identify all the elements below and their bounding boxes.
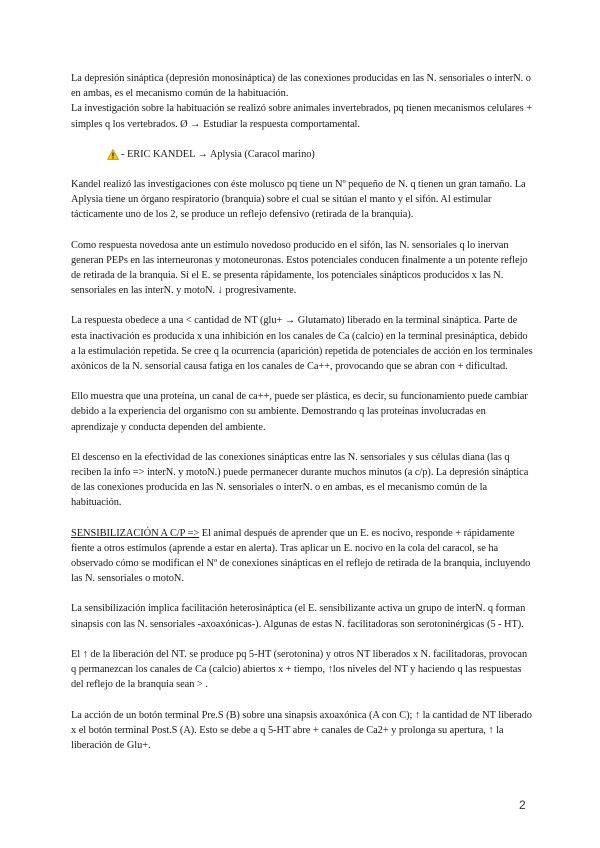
paragraph-sensibilizacion — [71, 526, 533, 587]
paragraph-respuesta-obedece: La respuesta obedece a una < cantidad de NT (glu+ → Glutamato) liberado en la terminal sináptica. Parte de esta inactivación es producida x una inhibición en los canales de Ca (calcio) en la terminal presináptica, debido a la estimulación repetida. Se cree q la ocurrencia (aparición) repetida de potenciales de acción en los terminales axónicos de la N. sensorial causa fatiga en los canales de Ca++, provocando que se abran con + dificultad. — [71, 315, 533, 373]
paragraph-kandel: Kandel realizó las investigaciones con éste molusco pq tiene un Nº pequeño de N. q tienen un gran tamaño. La Aplysia tiene un órgano respiratorio (branquia) sobre el cual se sitúan el manto y el sifón. Al estimular tácticamente uno de los 2, se produce un reflejo defensivo (retirada de la branquia). — [71, 179, 526, 221]
paragraph-facilitacion: La sensibilización implica facilitación heterosináptica (el E. sensibilizante activa un grupo de interN. q forman sinapsis con las N. sensoriales -axoaxónicas-). Algunas de estas N. facilitadoras son serotoninérgicas (5 - HT). — [71, 603, 526, 630]
paragraph-depresion-line-1: La depresión sináptica (depresión monosináptica) de las conexiones producidas en las N. sensoriales o interN. o en ambas, es el mecanismo común de la habituación. — [71, 73, 531, 100]
heading-text: - ERIC KANDEL → Aplysia (Caracol marino) — [121, 148, 315, 160]
paragraph-proteina-plastica: Ello muestra que una proteína, un canal de ca++, puede ser plástica, es decir, su funcionamiento puede cambiar debido a la experiencia del organismo con su ambiente. Demostrando q las proteínas involucradas en aprendizaje y conducta dependen del ambiente. — [71, 391, 528, 433]
paragraph-descenso: El descenso en la efectividad de las conexiones sinápticas entre las N. sensoriales y sus células diana (las q reciben la info => interN. y motoN.) puede permanecer durante muchos minutos (a c/p). La depresión sináptica de las conexiones producida en las N. sensoriales o interN. o en ambas, es el mecanismo común de la habituación. — [71, 451, 529, 509]
warning-icon — [107, 149, 119, 160]
paragraph-boton-terminal: La acción de un botón terminal Pre.S (B) sobre una sinapsis axoaxónica (A con C); ↑ la cantidad de NT liberado x el botón terminal Post.S (A). Esto se debe a q 5-HT abre + canales de Ca2+ y prolonga su apertura, ↑ la liberación de Glu+. — [71, 709, 532, 751]
paragraph-respuesta-novedosa: Como respuesta novedosa ante un estímulo novedoso producido en el sifón, las N. sensoriales q lo inervan generan PEPs en las interneuronas y motoneuronas. Estos potenciales conducen finalmente a un potente reflejo de retirada de la branquia. Si el E. se presenta rápidamente, los potenciales sinápticos producidos x las N. sensoriales en las interN. y motoN. ↓ progresivamente. — [71, 239, 528, 297]
document-body — [71, 71, 533, 753]
section-heading-kandel — [71, 147, 533, 162]
paragraph-depresion-line-2: La investigación sobre la habituación se realizó sobre animales invertebrados, pq tienen mecanismos celulares + simples q los vertebrados. Ø → Estudiar la respuesta comportamental. — [71, 103, 533, 130]
sensibilizacion-label: SENSIBILIZACIÓN A C/P => — [71, 527, 200, 539]
sensibilizacion-text: El animal después de aprender que un E. es nocivo, responde + rápidamente fiente a otros estímulos (aprende a estar en alerta). Tras aplicar un E. nocivo en la cola del caracol, se ha observado cómo se modifican el Nº de conexiones sinápticas en el reflejo de retirada de la branquia, incluyendo las N. sensoriales o motoN. — [71, 527, 531, 585]
paragraph-depresion — [71, 71, 533, 132]
paragraph-liberacion-nt: El ↑ de la liberación del NT. se produce pq 5-HT (serotonina) y otros NT liberados x N. facilitadoras, provocan q permanezcan los canales de Ca (calcio) abiertos x + tiempo, ↑los niveles del NT y haciendo q las respuestas del reflejo de la branquia sean > . — [71, 648, 528, 691]
page-number: 2 — [519, 798, 526, 812]
